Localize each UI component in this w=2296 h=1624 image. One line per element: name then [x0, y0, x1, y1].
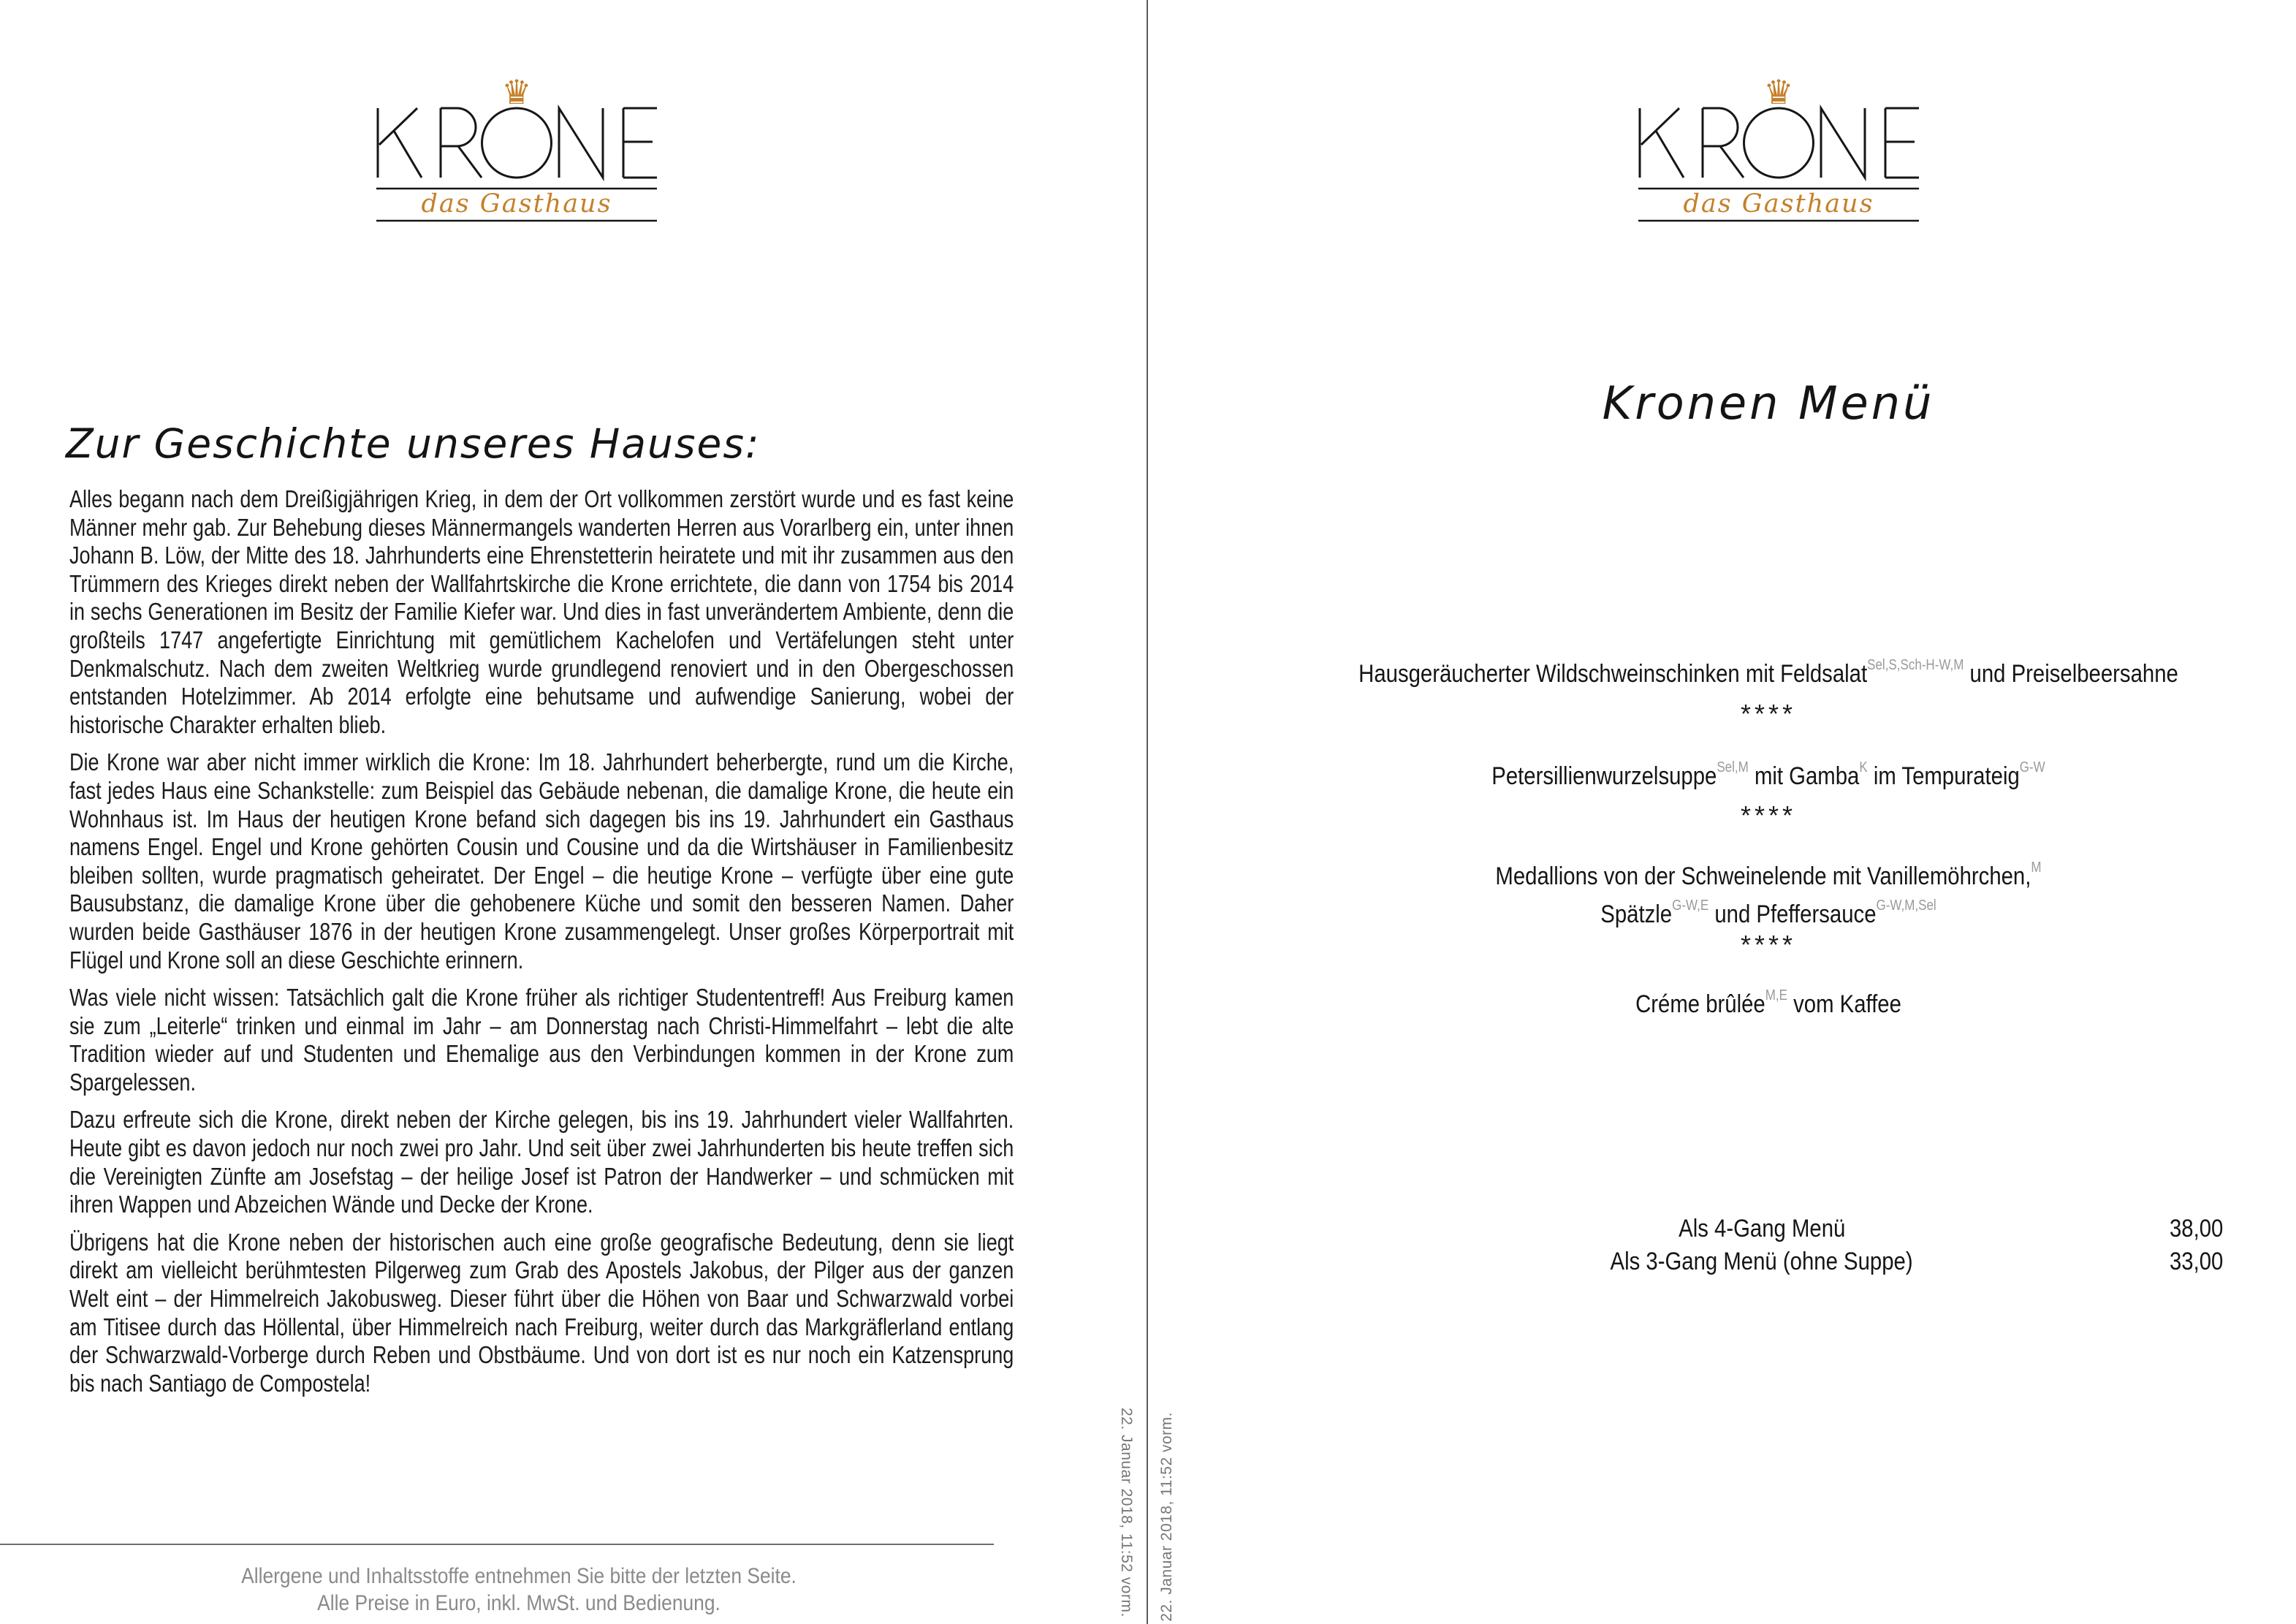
course-text-line: [1321, 892, 2216, 930]
logo-letters: [1640, 108, 1919, 178]
krone-logo-right: [1632, 64, 1925, 224]
price-value: 38,00: [2169, 1215, 2223, 1242]
course-line: [1321, 651, 2216, 689]
course-text: vom Kaffee: [1787, 990, 1901, 1018]
allergen-code: M,E: [1765, 987, 1787, 1003]
course-text: Hausgeräucherter Wildschweinschinken mit Feldsalat: [1358, 660, 1868, 688]
history-text: [69, 485, 1014, 1407]
allergen-code: G-W: [2019, 759, 2045, 775]
price-value: 33,00: [2169, 1248, 2223, 1275]
allergen-code: Sel,M: [1717, 759, 1749, 775]
price-label: Als 4-Gang Menü: [1678, 1215, 1846, 1242]
course-text: und Pfeffersauce: [1708, 900, 1877, 928]
course-line: [1321, 854, 2216, 929]
course-text: Petersillienwurzelsuppe: [1491, 762, 1717, 790]
price-label: Als 3-Gang Menü (ohne Suppe): [1610, 1248, 1914, 1275]
allergen-code: G-W,E: [1672, 897, 1709, 914]
allergen-code: M: [2031, 860, 2042, 876]
menu-title: Kronen Menü: [1602, 376, 1935, 430]
crown-icon: ♛: [501, 72, 532, 112]
price-note: Alle Preise in Euro, inkl. MwSt. und Bedienung.: [317, 1591, 721, 1615]
course-separator: ****: [1740, 800, 1797, 830]
course-separator: ****: [1740, 699, 1797, 729]
logo-letters: [378, 108, 657, 178]
allergen-code: Sel,S,Sch-H-W,M: [1867, 657, 1964, 673]
history-heading: Zur Geschichte unseres Hauses:: [66, 420, 761, 467]
allergen-note: Allergene und Inhaltsstoffe entnehmen Sie bitte der letzten Seite.: [241, 1564, 797, 1588]
history-paragraph: Alles begann nach dem Dreißigjährigen Krieg, in dem der Ort vollkommen zerstört wurde und es fast keine Männer mehr gab. Zur Behebung dieses Männermangels wanderten Herren aus Vorarlberg ein, unter ihnen Johann B. Löw, der Mitte des 18. Jahrhunderts eine Ehrenstetterin heiratete und mit ihr zusammen aus den Trümmern des Krieges direkt neben der Wallfahrtskirche die Krone errichtete, die dann von 1754 bis 2014 in sechs Generationen im Besitz der Familie Kiefer war. Und dies in fast unverändertem Ambiente, denn die großteils 1747 angefertigte Einrichtung mit gemütlichem Kachelofen und Vertäfelungen steht unter Denkmalschutz. Nach dem zweiten Weltkrieg wurde grundlegend renoviert und in den Obergeschossen entstanden Hotelzimmer. Ab 2014 erfolgte eine behutsame und aufwendige Sanierung, wobei der historische Charakter erhalten blieb.: [69, 485, 1014, 738]
course-text: Medallions von der Schweinelende mit Vanillemöhrchen,: [1495, 862, 2031, 890]
krone-logo-left: [370, 64, 663, 224]
footer-rule: [0, 1544, 994, 1545]
course-text: Créme brûlée: [1635, 990, 1765, 1018]
page-footer: [123, 1563, 914, 1617]
course-text: Spätzle: [1600, 900, 1673, 928]
history-paragraph: Dazu erfreute sich die Krone, direkt neben der Kirche gelegen, bis ins 19. Jahrhundert vieler Wallfahrten. Heute gibt es davon jedoch nur noch zwei pro Jahr. Und seit über zwei Jahrhunderten bis heute treffen sich die Vereinigten Zünfte am Josefstag – der heilige Josef ist Patron der Handwerker – und schmücken mit ihren Wappen und Abzeichen Wände und Decke der Krone.: [69, 1106, 1014, 1218]
allergen-code: K: [1859, 759, 1868, 775]
course-text: mit Gamba: [1748, 762, 1860, 790]
price-row: [1301, 1248, 2223, 1276]
history-paragraph: Was viele nicht wissen: Tatsächlich galt die Krone früher als richtiger Studententreff! Aus Freiburg kamen sie zum „Leiterle“ trinken und einmal im Jahr – am Donnerstag nach Christi-Himmelfahrt – lebt die alte Tradition wieder auf und Studenten und Ehemalige aus den Verbindungen kommen in der Krone zum Spargelessen.: [69, 984, 1014, 1096]
course-line: [1321, 754, 2216, 792]
course-text: und Preiselbeersahne: [1964, 660, 2178, 688]
history-paragraph: Übrigens hat die Krone neben der historischen auch eine große geografische Bedeutung, denn sie liegt direkt am vielleicht berühmtesten Pilgerweg zum Grab des Apostels Jakobus, der Pilger aus der ganzen Welt eint – der Himmelreich Jakobusweg. Dieser führt über die Höhen von Baar und Schwarzwald vorbei am Titisee durch das Höllental, über Himmelreich nach Freiburg, weiter durch das Markgräflerland entlang der Schwarzwald-Vorberge durch Reben und Obstbäume. Und von dort ist es nur noch ein Katzensprung bis nach Santiago de Compostela!: [69, 1228, 1014, 1397]
course-separator: ****: [1740, 930, 1797, 960]
price-row: [1301, 1215, 2223, 1243]
print-timestamp-left: 22. Januar 2018, 11:52 vorm.: [1118, 1408, 1135, 1617]
course-line: [1321, 982, 2216, 1020]
logo-subtitle: das Gasthaus: [1683, 189, 1874, 219]
print-timestamp-right: 22. Januar 2018, 11:52 vorm.: [1158, 1412, 1175, 1622]
crown-icon: ♛: [1763, 72, 1794, 112]
course-text-line: [1321, 854, 2216, 892]
logo-subtitle: das Gasthaus: [421, 189, 612, 219]
history-paragraph: Die Krone war aber nicht immer wirklich die Krone: Im 18. Jahrhundert beherbergte, rund um die Kirche, fast jedes Haus eine Schankstelle: zum Beispiel das Gebäude nebenan, die damalige Krone, die heute ein Wohnhaus ist. Im Haus der heutigen Krone befand sich dagegen bis ins 19. Jahrhundert ein Gasthaus namens Engel. Engel und Krone gehörten Cousin und Cousine und da die Wirtshäuser in Familienbesitz bleiben sollten, wurde pragmatisch geheiratet. Der Engel – die heutige Krone – verfügte über eine gute Bausubstanz, die damalige Krone über die gehobenere Küche und somit den besseren Namen. Daher wurden beide Gasthäuser 1876 in der heutigen Krone zusammengelegt. Unser großes Körperportrait mit Flügel und Krone soll an diese Geschichte erinnern.: [69, 748, 1014, 974]
allergen-code: G-W,M,Sel: [1876, 897, 1936, 914]
course-text: im Tempurateig: [1867, 762, 2020, 790]
page-divider: [1147, 0, 1148, 1624]
